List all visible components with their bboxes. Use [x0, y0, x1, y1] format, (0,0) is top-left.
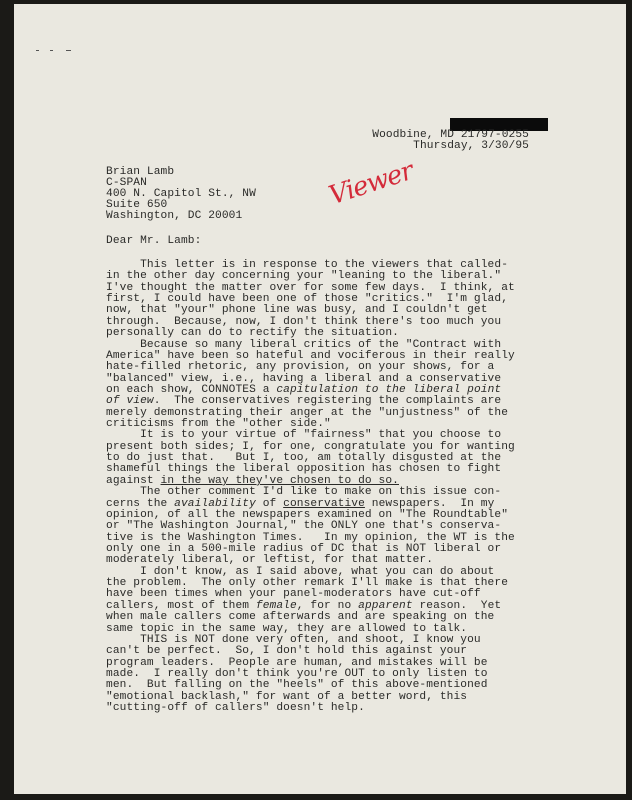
body-text-segment: The other comment I'd like to make on this issue con-: [106, 486, 502, 499]
addressee-suite: Suite 650: [106, 199, 168, 211]
body-text-segment: THIS is NOT done very often, and shoot, I know you: [106, 633, 481, 646]
body-text-segment: to do just that. But I, too, am totally disgusted at the: [106, 452, 502, 465]
addressee-street: 400 N. Capitol St., NW: [106, 188, 256, 200]
margin-mark: [50, 50, 53, 51]
body-text-segment: present both sides; I, for one, congratulate you for wanting: [106, 440, 515, 453]
body-text-segment: cerns the: [106, 497, 175, 510]
body-text-segment: of: [255, 497, 284, 510]
addressee-org: C-SPAN: [106, 177, 147, 189]
body-text-segment: . The conservatives registering the complaints are: [153, 395, 502, 408]
body-line: [106, 703, 365, 714]
body-text-segment: This letter is in response to the viewers that called-: [106, 259, 509, 271]
body-text-segment: same topic in the same way, they are allowed to talk.: [106, 622, 468, 635]
body-text-segment: can't be perfect. So, I don't hold this against your: [106, 645, 468, 658]
body-text-segment: on each show, CONNOTES a: [106, 383, 277, 396]
salutation: Dear Mr. Lamb:: [106, 235, 202, 247]
body-text-segment: callers, most of them: [106, 599, 256, 612]
body-text-segment: "cutting-off of callers" doesn't help.: [106, 702, 365, 715]
letter-page: [14, 4, 626, 794]
margin-mark: [36, 50, 39, 51]
margin-mark: [66, 50, 71, 51]
body-text-segment: first, I could have been one of those "critics." I'm glad,: [106, 293, 509, 306]
body-text-segment: personally can do to rectify the situation.: [106, 327, 399, 340]
body-text-segment: reason. Yet: [412, 599, 502, 612]
body-text-segment: It is to your virtue of "fairness" that you choose to: [106, 429, 502, 442]
body-text-segment: opinion, of all the newspapers examined on "The Roundtable": [106, 508, 509, 521]
body-text-segment: of view: [106, 395, 154, 408]
body-text-segment: now, that "your" phone line was busy, and I couldn't get: [106, 304, 488, 317]
body-text-segment: newspapers. In my: [364, 497, 495, 510]
body-text-segment: conservative: [283, 497, 365, 510]
body-text-segment: apparent: [358, 599, 413, 612]
body-text-segment: "emotional backlash," for want of a better word, this: [106, 690, 468, 703]
body-text-segment: merely demonstrating their anger at the "unjustness" of the: [106, 406, 509, 419]
body-text-segment: through. Because, now, I don't think there's too much you: [106, 315, 502, 328]
body-text-segment: , for no: [296, 599, 359, 612]
body-text-segment: or "The Washington Journal," the ONLY one that's conserva-: [106, 520, 502, 533]
body-text-segment: female: [255, 599, 297, 612]
body-text-segment: Because so many liberal critics of the "Contract with: [106, 338, 502, 351]
body-text-segment: shameful things the liberal opposition has chosen to fight: [106, 463, 502, 476]
handwritten-annotation: Viewer: [325, 156, 417, 212]
body-text-segment: tive is the Washington Times. In my opinion, the WT is the: [106, 531, 515, 544]
body-text-segment: availability: [174, 497, 256, 510]
letter-date: Thursday, 3/30/95: [413, 140, 529, 152]
body-text-segment: program leaders. People are human, and mistakes will be: [106, 656, 488, 669]
body-text-segment: America" have been so hateful and vociferous in their really: [106, 349, 515, 362]
body-text-segment: in the way they've chosen to do so.: [160, 474, 399, 487]
sender-city: Woodbine, MD 21797-0255: [372, 129, 529, 141]
body-text-segment: against: [106, 474, 161, 487]
addressee-city: Washington, DC 20001: [106, 210, 243, 222]
body-text-segment: only one in a 500-mile radius of DC that is NOT liberal or: [106, 543, 502, 555]
body-text-segment: the problem. The only other remark I'll make is that there: [106, 577, 509, 590]
body-text-segment: I've thought the matter over for some few days. I think, at: [106, 281, 515, 294]
addressee-name: Brian Lamb: [106, 166, 175, 178]
body-text-segment: when male callers come afterwards and are speaking on the: [106, 611, 495, 624]
body-text-segment: "balanced" view, i.e., having a liberal and a conservative: [106, 372, 502, 385]
body-text-segment: in the other day concerning your "leaning to the liberal.": [106, 270, 502, 283]
body-text-segment: criticisms from the "other side.": [106, 418, 331, 431]
body-text-segment: men. But falling on the "heels" of this above-mentioned: [106, 679, 488, 692]
body-text-segment: capitulation to the liberal point: [276, 383, 502, 396]
body-text-segment: I don't know, as I said above, what you can do about: [106, 565, 495, 578]
body-text-segment: made. I really don't think you're OUT to only listen to: [106, 667, 488, 680]
body-text-segment: hate-filled rhetoric, any provision, on your shows, for a: [106, 361, 495, 374]
body-text-segment: moderately liberal, or leftist, for that matter.: [106, 554, 434, 567]
body-text-segment: have been times when your panel-moderators have cut-off: [106, 588, 481, 601]
